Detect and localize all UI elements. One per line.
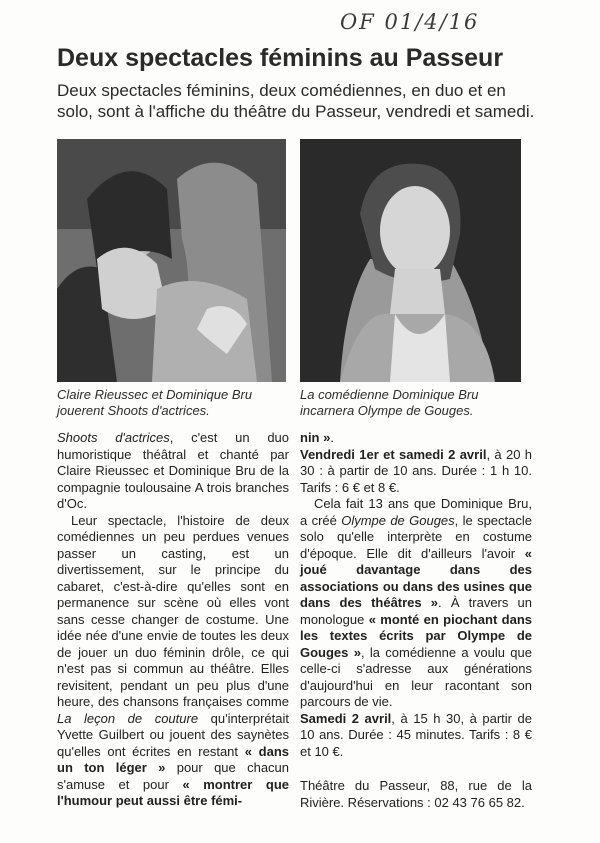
photo-two-actresses xyxy=(57,139,286,382)
article-lede: Deux spectacles féminins, deux comédiennes, en duo et en solo, sont à l'affiche du théâtre du Passeur, vendredi et samedi. xyxy=(57,81,535,121)
handwritten-date: OF 01/4/16 xyxy=(340,10,480,34)
paragraph-show-description: Leur spectacle, l'histoire de deux comédiennes un peu perdues venues passer un casting, est un divertissement, sur le principe du cabaret, c'est-à-dire qu'elles sont en permanence sur scène où elles vont sans cesse changer de costume. Une idée née d'une envie de toutes les deux de jouer un duo féminin drôle, ce qui n'est pas si commun au théâtre. Elles revisitent, pendant un peu plus d'une heure, des chansons françaises comme La leçon de couture qu'interprétait Yvette Guilbert ou jouent des saynètes qu'elles ont écrites en restant « dans un ton léger » pour que chacun s'amuse et pour « montrer que l'humour peut aussi être fémi- xyxy=(57,512,290,808)
quote-monologue: « monté en piochant dans les textes écrits par Olympe de Gouges » xyxy=(300,611,532,660)
quote-played-more: « joué davantage dans des associations ou dans des usines que dans des théâtres » xyxy=(300,545,532,610)
show-dates-first: Vendredi 1er et samedi 2 avril, à 20 h 30 : à partir de 10 ans. Durée : 1 h 10. Tarifs : 6 € et 8 €. xyxy=(300,446,532,495)
photo-dominique-bru xyxy=(300,139,521,382)
paragraph-olympe: Cela fait 13 ans que Dominique Bru, a créé Olympe de Gouges, le spectacle solo qu'elle interprète en costume d'époque. Elle dit d'ailleurs l'avoir « joué davantage dans des associations ou dans des usines que dans des théâtres ». À travers un monologue « monté en piochant dans les textes écrits par Olympe de Gouges », la comédienne a voulu que celle-ci s'adresse aux générations d'aujourd'hui en leur racontant son parcours de vie. xyxy=(300,496,533,709)
article-column-right xyxy=(300,430,532,811)
paragraph-intro: Shoots d'actrices, c'est un duo humoristique théâtral et chanté par Claire Rieussec et Dominique Bru de la compagnie toulousaine A trois branches d'Oc. xyxy=(57,430,290,511)
article-headline: Deux spectacles féminins au Passeur xyxy=(57,44,504,72)
paragraph-carryover: nin ». xyxy=(300,430,334,445)
solo-show-title: Olympe de Gouges xyxy=(341,512,455,528)
song-title: La leçon de couture xyxy=(57,710,199,726)
photo-left-caption: Claire Rieussec et Dominique Bru jouerent Shoots d'actrices. xyxy=(57,387,253,418)
quote-humour: « montrer que l'humour peut aussi être fémi- xyxy=(57,776,289,808)
venue-info: Théâtre du Passeur, 88, rue de la Rivière. Réservations : 02 43 76 65 82. xyxy=(300,778,532,810)
photo-right-caption: La comédienne Dominique Bru incarnera Olympe de Gouges. xyxy=(300,387,479,418)
article-column-left xyxy=(57,430,289,810)
show-dates-second: Samedi 2 avril, à 15 h 30, à partir de 10 ans. Durée : 45 minutes. Tarifs : 8 € et 10 €. xyxy=(300,710,532,759)
spacer xyxy=(300,760,532,778)
quote-light-tone: « dans un ton léger » xyxy=(57,743,289,775)
show-title: Shoots d'actrices xyxy=(57,430,170,445)
